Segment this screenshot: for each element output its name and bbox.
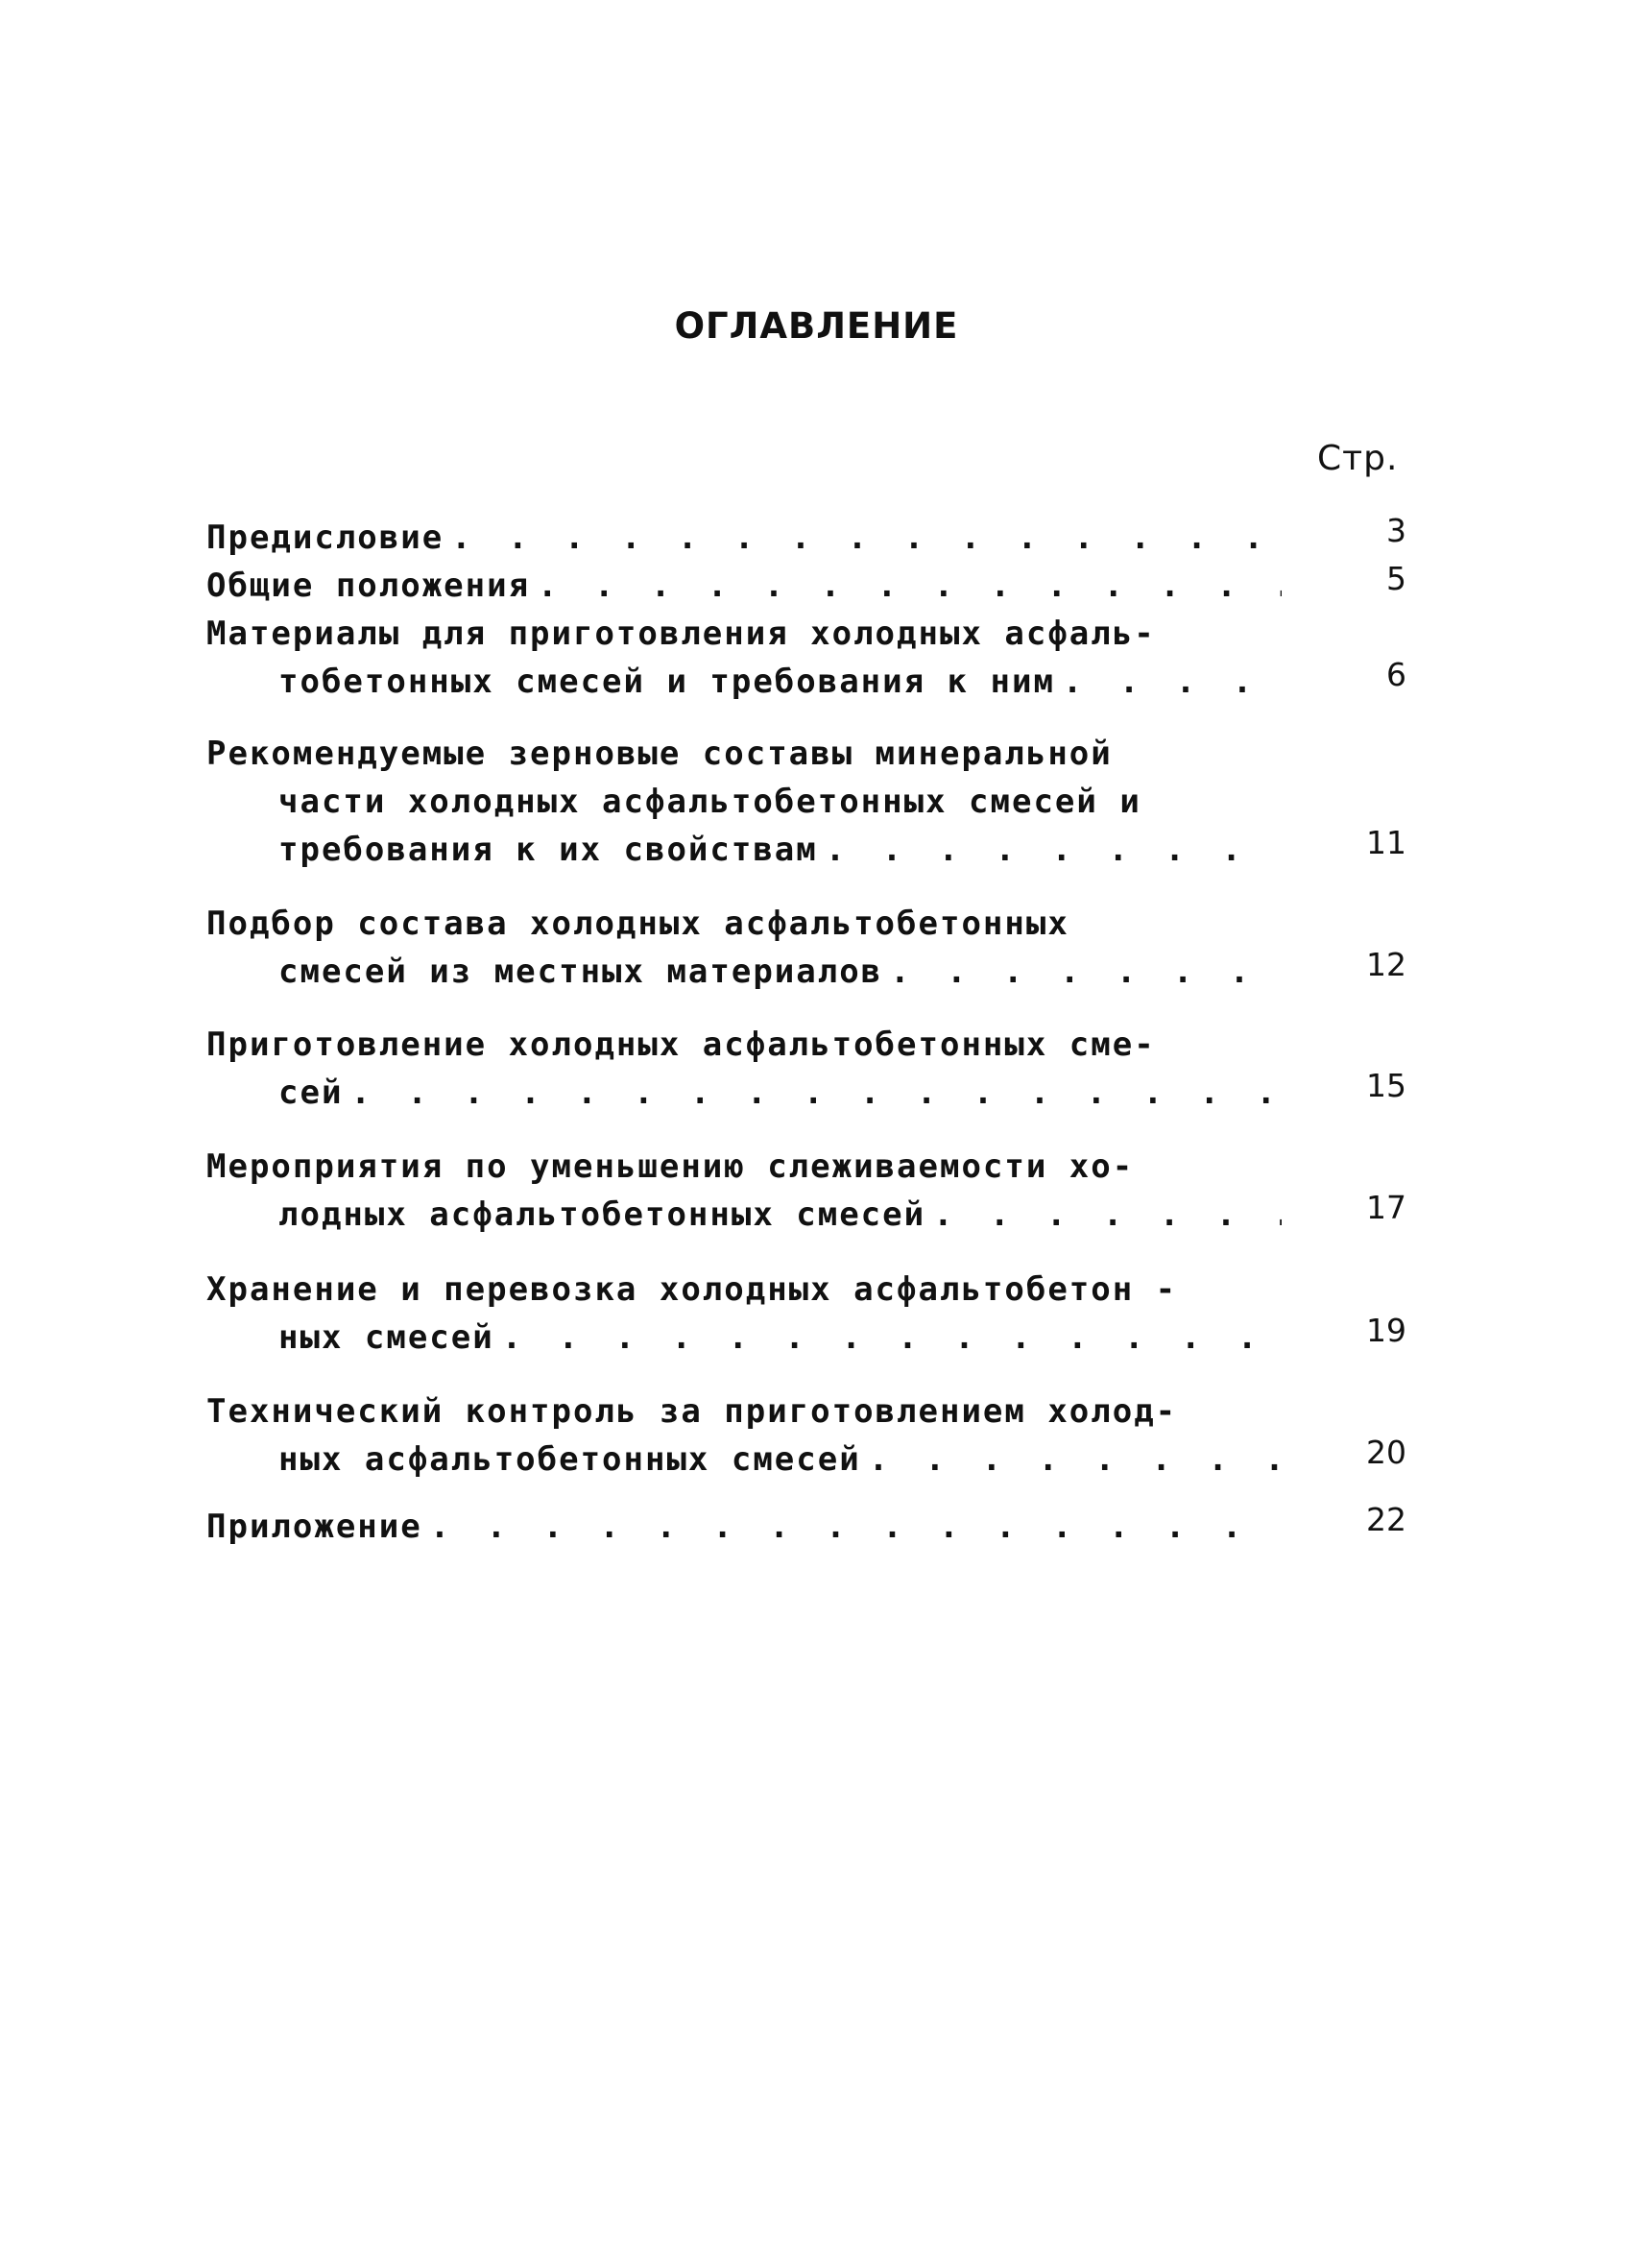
page-column-label: Стр. [1317,439,1399,478]
toc-page-number: 19 [1366,1312,1406,1349]
toc-entry-line [206,1505,1282,1549]
toc-entry-line [278,1071,1282,1115]
leader-dots [890,950,1282,994]
leader-dots [502,1315,1282,1360]
toc-entry-text: сей [278,1074,344,1112]
leader-dots [451,516,1282,560]
toc-entry-line [278,1315,1282,1360]
leader-dots [350,1071,1282,1115]
toc-entry-text: Приложение [206,1508,422,1546]
toc-entry-text: Общие положения [206,567,531,605]
toc-entry-text: Хранение и перевозка холодных асфальтобетон - [206,1270,1178,1309]
toc-entry-text: смесей из местных материалов [278,953,883,991]
toc-heading: ОГЛАВЛЕНИЕ [674,305,959,347]
toc-page-number: 22 [1366,1501,1406,1538]
toc-entry-text: ных асфальтобетонных смесей [278,1440,861,1479]
toc-page-number: 6 [1386,656,1406,693]
toc-page-number: 17 [1366,1189,1406,1226]
toc-page-number: 12 [1366,946,1406,983]
toc-entry-line [278,950,1282,994]
toc-entry-text: Мероприятия по уменьшению слеживаемости хо- [206,1147,1135,1186]
toc-entry-text: лодных асфальтобетонных смесей [278,1195,926,1234]
toc-entry-line [278,1193,1282,1237]
toc-page-number: 11 [1366,824,1406,861]
toc-entry-text: Подбор состава холодных асфальтобетонных [206,905,1069,943]
leader-dots [933,1193,1282,1237]
toc-entry-text: Рекомендуемые зерновые составы минеральной [206,735,1113,773]
toc-page-number: 15 [1366,1067,1406,1104]
toc-entry-line [206,564,1282,608]
leader-dots [430,1505,1282,1549]
toc-entry-text: Материалы для приготовления холодных асфаль- [206,615,1156,653]
toc-page-number: 5 [1386,560,1406,597]
toc-entry-text: Технический контроль за приготовлением холод- [206,1392,1178,1431]
toc-entry-text: Приготовление холодных асфальтобетонных сме- [206,1025,1156,1064]
toc-entry-text: требования к их свойствам [278,831,818,869]
toc-entry-text: Предисловие [206,519,444,557]
leader-dots [1063,660,1282,704]
toc-list [206,0,1406,2268]
leader-dots [538,564,1282,608]
toc-page-number: 3 [1386,512,1406,549]
toc-entry-text: ных смесей [278,1318,494,1357]
leader-dots [826,828,1282,872]
toc-entry-line [278,828,1282,872]
toc-entry-text: тобетонных смесей и требования к ним [278,663,1055,701]
toc-page-number: 20 [1366,1434,1406,1471]
toc-entry-text: части холодных асфальтобетонных смесей и [278,783,1141,821]
toc-entry-line [278,1437,1282,1482]
toc-entry-line [278,660,1282,704]
toc-entry-line [206,516,1282,560]
leader-dots [869,1437,1282,1482]
